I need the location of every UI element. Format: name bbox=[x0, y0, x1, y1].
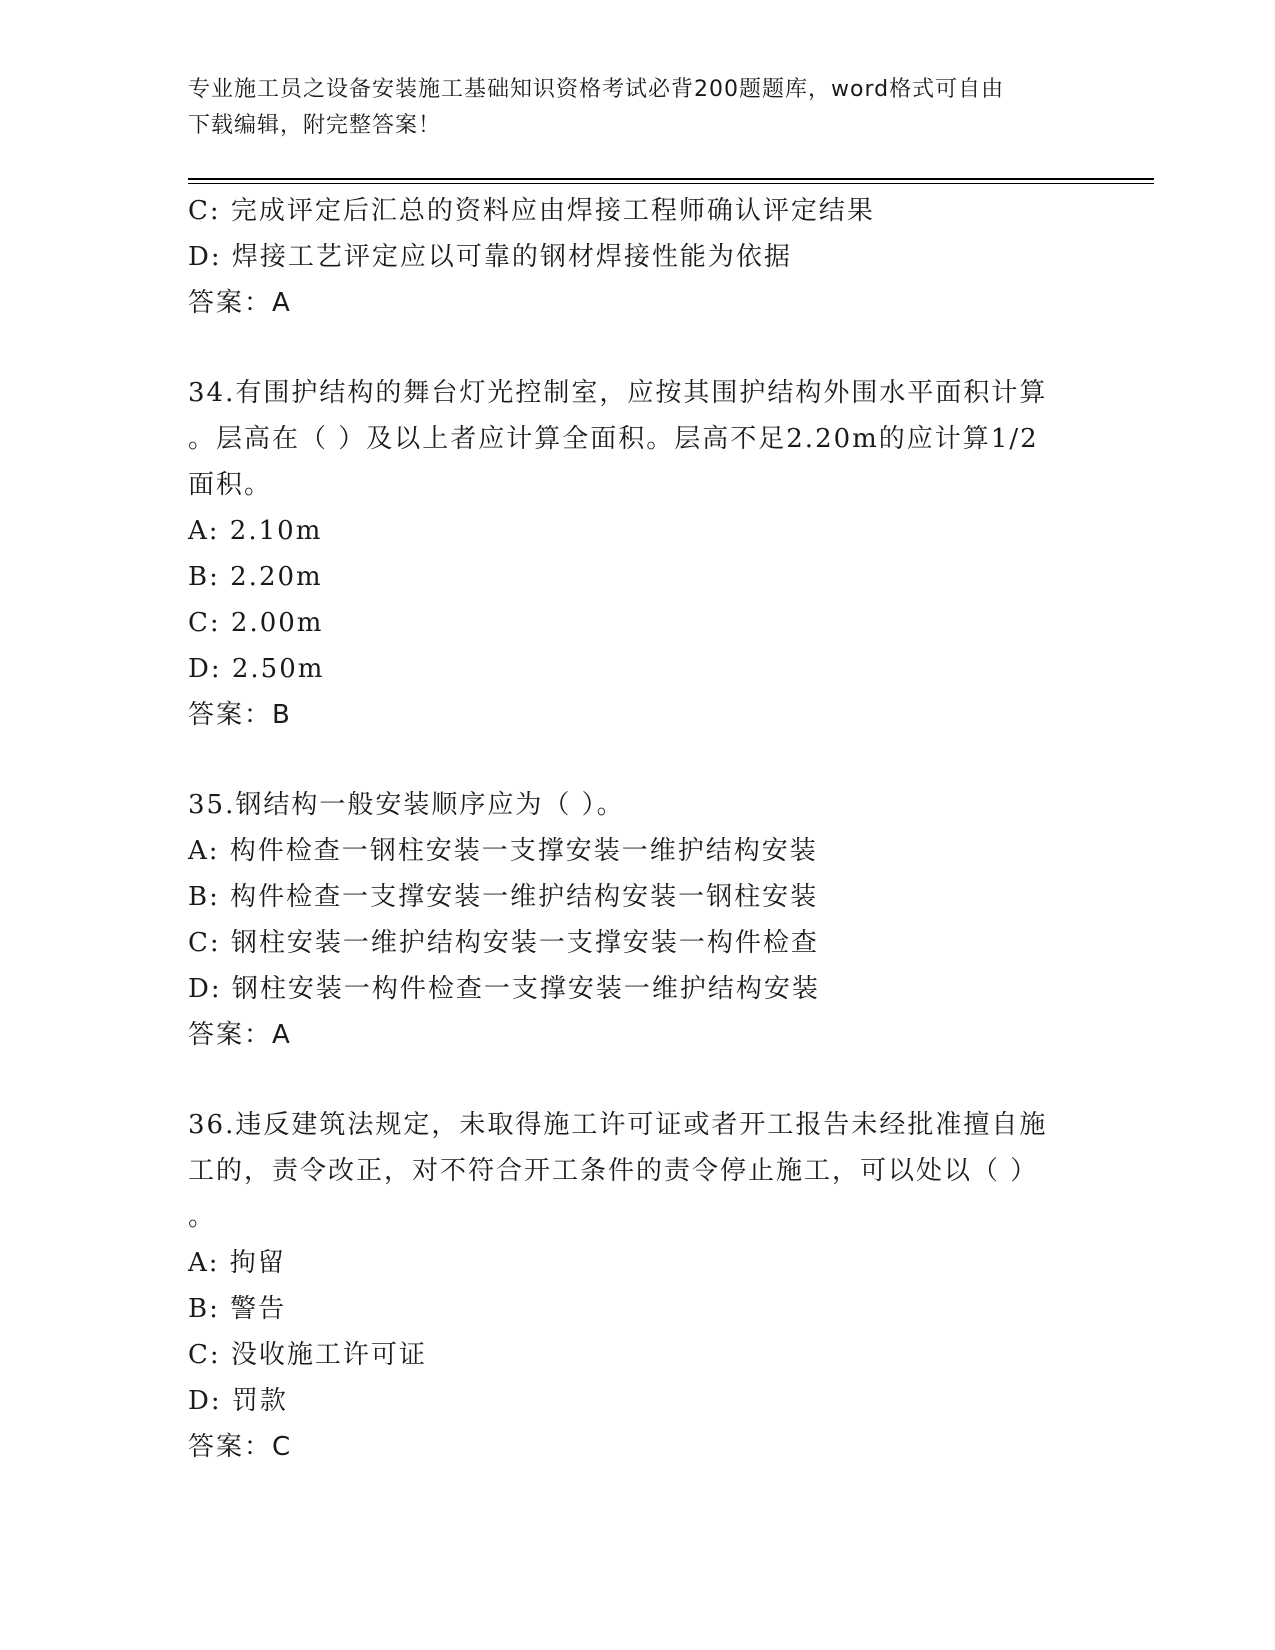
spacer bbox=[188, 326, 1088, 370]
option-d: D: 钢柱安装一构件检查一支撑安装一维护结构安装 bbox=[188, 974, 820, 1004]
header-divider-thick bbox=[188, 178, 1154, 180]
header-line-1: 专业施工员之设备安装施工基础知识资格考试必背200题题库，word格式可自由 bbox=[188, 77, 1005, 102]
question-line: 35.钢结构一般安装顺序应为（ ）。 bbox=[188, 790, 625, 820]
option-b: B: 构件检查一支撑安装一维护结构安装一钢柱安装 bbox=[188, 882, 819, 912]
option-d: D: 罚款 bbox=[188, 1386, 288, 1416]
option-c: C: 2.00m bbox=[188, 608, 324, 638]
question-text bbox=[188, 1102, 1088, 1240]
question-line: 。 bbox=[188, 1202, 217, 1232]
spacer bbox=[188, 1058, 1088, 1102]
question-text bbox=[188, 782, 1088, 828]
prev-question-block bbox=[188, 188, 1088, 326]
option-a: A: 构件检查一钢柱安装一支撑安装一维护结构安装 bbox=[188, 836, 818, 866]
question-line: 工的，责令改正，对不符合开工条件的责令停止施工，可以处以（ ） bbox=[188, 1156, 1039, 1186]
question-text bbox=[188, 370, 1088, 508]
option-d: D: 2.50m bbox=[188, 654, 325, 684]
option-b: B: 2.20m bbox=[188, 562, 323, 592]
question-line: 面积。 bbox=[188, 470, 273, 500]
header-divider-thin bbox=[188, 183, 1154, 184]
answer-label: 答案：C bbox=[188, 1432, 293, 1462]
question-36 bbox=[188, 1102, 1088, 1470]
question-content bbox=[188, 188, 1088, 1470]
header-line-2: 下载编辑，附完整答案！ bbox=[188, 113, 442, 138]
option-a: A: 2.10m bbox=[188, 516, 323, 546]
answer-label: 答案：B bbox=[188, 700, 292, 730]
answer-label: 答案：A bbox=[188, 1020, 292, 1050]
spacer bbox=[188, 738, 1088, 782]
document-header bbox=[188, 72, 1068, 144]
option-b: B: 警告 bbox=[188, 1294, 287, 1324]
answer-label: 答案：A bbox=[188, 288, 292, 318]
option-d: D: 焊接工艺评定应以可靠的钢材焊接性能为依据 bbox=[188, 242, 792, 272]
question-35 bbox=[188, 782, 1088, 1058]
option-c: C: 钢柱安装一维护结构安装一支撑安装一构件检查 bbox=[188, 928, 819, 958]
option-c: C: 完成评定后汇总的资料应由焊接工程师确认评定结果 bbox=[188, 196, 875, 226]
question-34 bbox=[188, 370, 1088, 738]
option-a: A: 拘留 bbox=[188, 1248, 286, 1278]
question-line: 34.有围护结构的舞台灯光控制室，应按其围护结构外围水平面积计算 bbox=[188, 378, 1048, 408]
question-line: 。层高在（ ）及以上者应计算全面积。层高不足2.20m的应计算1/2 bbox=[188, 424, 1039, 454]
option-c: C: 没收施工许可证 bbox=[188, 1340, 427, 1370]
question-line: 36.违反建筑法规定，未取得施工许可证或者开工报告未经批准擅自施 bbox=[188, 1110, 1048, 1140]
